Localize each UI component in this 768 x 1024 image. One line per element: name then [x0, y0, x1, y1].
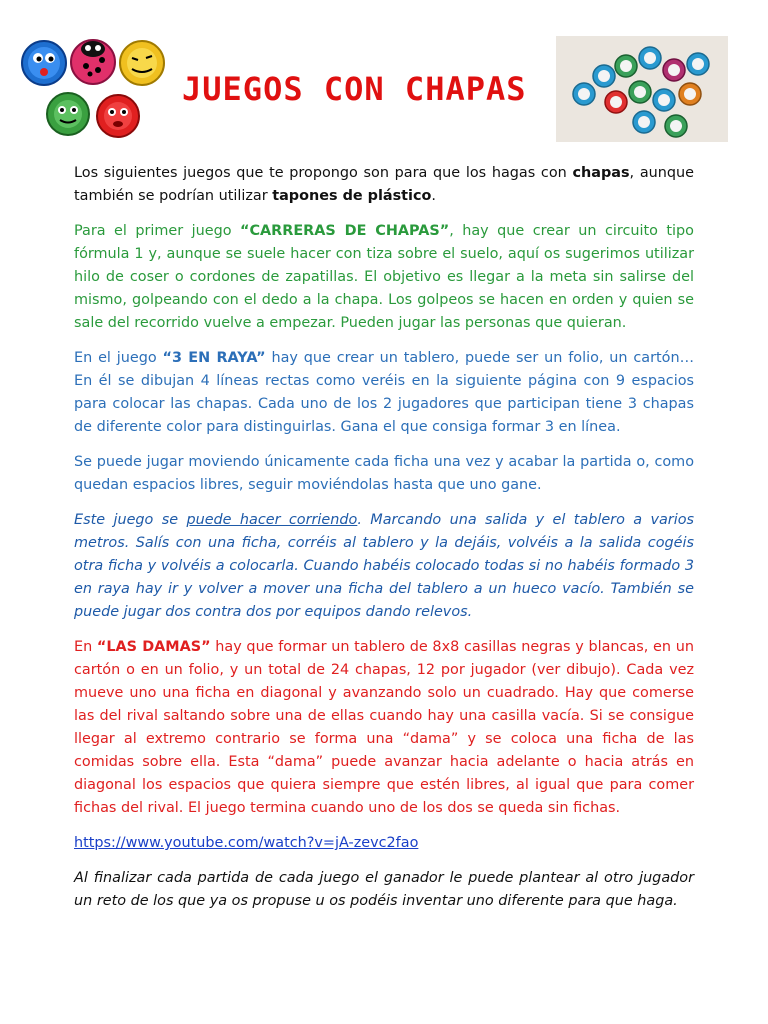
red-cap-face	[97, 95, 139, 137]
intro-text-1: Los siguientes juegos que te propongo son para que los hagas con	[74, 165, 573, 181]
cap-4	[639, 47, 661, 69]
page-title: JUEGOS CON CHAPAS	[182, 70, 527, 108]
cap-6	[687, 53, 709, 75]
intro-bold-tapones: tapones de plástico	[272, 188, 432, 204]
paragraph-link	[74, 832, 694, 855]
paragraph-3-en-raya	[74, 347, 694, 439]
raya-text-1: En el juego	[74, 350, 163, 366]
bottle-caps-illustration	[18, 36, 168, 142]
cap-2	[593, 65, 615, 87]
cap-1	[573, 83, 595, 105]
letter-caps-photo	[556, 36, 728, 142]
damas-text-1: En	[74, 639, 97, 655]
paragraph-closing	[74, 867, 694, 913]
cap-7	[605, 91, 627, 113]
paragraph-carreras	[74, 220, 694, 335]
carreras-game-name: “CARRERAS DE CHAPAS”	[240, 223, 450, 239]
raya-variant-text: Se puede jugar moviendo únicamente cada ficha una vez y acabar la partida o, como quedan espacios libres, seguir moviéndolas hasta que uno gane.	[74, 454, 694, 493]
carreras-text-1: Para el primer juego	[74, 223, 240, 239]
cap-5	[663, 59, 685, 81]
blue-cap-face	[22, 41, 66, 85]
ladybug-cap-face	[71, 40, 115, 84]
paragraph-intro	[74, 162, 694, 208]
raya-text-2: hay que crear un tablero, puede ser un folio, un cartón… En él se dibujan 4 líneas rectas como veréis en la siguiente página con 9 espacios para colocar las chapas. Cada uno de los 2 jugadores que participan tiene 3 chapas de diferente color para distinguirlas. Gana el que consiga formar 3 en línea.	[74, 350, 694, 435]
cap-3	[615, 55, 637, 77]
cap-10	[679, 83, 701, 105]
cap-9	[653, 89, 675, 111]
cap-11	[633, 111, 655, 133]
paragraph-raya-variant	[74, 451, 694, 497]
header	[0, 0, 768, 150]
closing-text: Al finalizar cada partida de cada juego el ganador le puede plantear al otro jugador un reto de los que ya os propuse u os podéis inventar uno diferente para que haga.	[74, 870, 694, 909]
intro-text-2: , aunque también se podrían utilizar	[74, 165, 694, 204]
running-text-1: Este juego se	[74, 512, 187, 528]
damas-game-name: “LAS DAMAS”	[96, 639, 211, 655]
carreras-text-2: , hay que crear un circuito tipo fórmula 1 y, aunque se suele hacer con tiza sobre el suelo, aquí os sugerimos utilizar hilo de coser o cordones de zapatillas. El objetivo es llegar a la meta sin salirse del mismo, golpeando con el dedo a la chapa. Los golpeos se hacen en orden y quien se sale del recorrido vuelve a empezar. Pueden jugar las personas que quieran.	[74, 223, 694, 331]
running-text-2: . Marcando una salida y el tablero a varios metros. Salís con una ficha, corréis al tablero y la dejáis, volvéis a la salida cogéis otra ficha y volvéis a colocarla. Cuando habéis colocado todas si no habéis formado 3 en raya hay ir y volver a mover una ficha del tablero a un hueco vacío. También se puede jugar dos contra dos por equipos dando relevos.	[74, 512, 694, 620]
youtube-link[interactable]: https://www.youtube.com/watch?v=jA-zevc2fao	[74, 835, 419, 851]
paragraph-damas	[74, 636, 694, 820]
green-cap-face	[47, 93, 89, 135]
cap-12	[665, 115, 687, 137]
paragraph-raya-running	[74, 509, 694, 624]
document-body	[74, 162, 694, 925]
damas-text-2: hay que formar un tablero de 8x8 casillas negras y blancas, en un cartón o en un folio, y un total de 24 chapas, 12 por jugador (ver dibujo). Cada vez mueve uno una ficha en diagonal y avanzando solo un cuadrado. Hay que comerse las del rival saltando sobre una de ellas cuando hay una casilla vacía. Si se consigue llegar al extremo contrario se forma una “dama” y se coloca una ficha de las comidas sobre ella. Esta “dama” puede avanzar hacia adelante o hacia atrás en diagonal los espacios que quiera siempre que estén libres, al igual que para comer fichas del rival. El juego termina cuando uno de los dos se queda sin fichas.	[74, 639, 694, 816]
yellow-cap-face	[120, 41, 164, 85]
intro-bold-chapas: chapas	[572, 165, 630, 181]
cap-8	[629, 81, 651, 103]
raya-game-name: “3 EN RAYA”	[162, 350, 266, 366]
running-underlined: puede hacer corriendo	[186, 512, 358, 528]
intro-text-3: .	[431, 188, 436, 204]
